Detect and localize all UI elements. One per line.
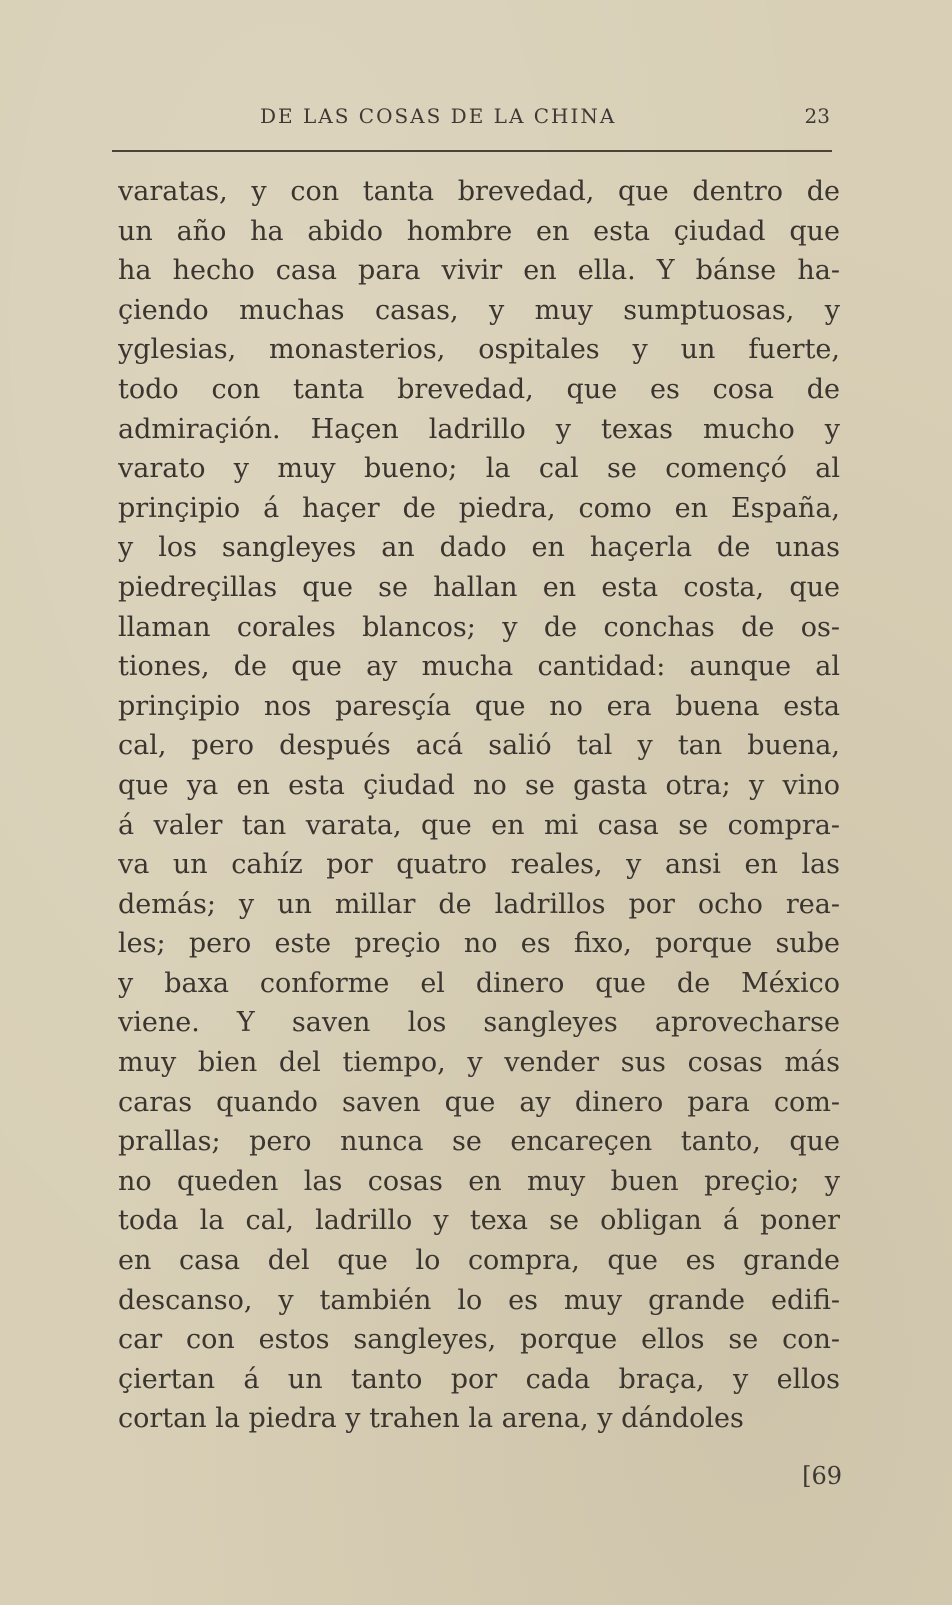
running-head <box>114 104 836 140</box>
text-line: cal, pero después acá salió tal y tan buena, <box>118 730 840 762</box>
text-line: que ya en esta çiudad no se gasta otra; y vino <box>118 769 840 801</box>
text-line: viene. Y saven los sangleyes aprovecharse <box>118 1007 840 1039</box>
body-text <box>118 172 840 1439</box>
text-line: y los sangleyes an dado en haçerla de unas <box>118 532 840 564</box>
text-line: caras quando saven que ay dinero para com- <box>118 1086 840 1118</box>
page-number: 23 <box>804 104 830 128</box>
text-line: toda la cal, ladrillo y texa se obligan á poner <box>118 1205 840 1237</box>
text-line: les; pero este preçio no es fixo, porque sube <box>118 928 840 960</box>
text-line: piedreçillas que se hallan en esta costa, que <box>118 571 840 603</box>
text-line: cortan la piedra y trahen la arena, y dándoles <box>118 1403 744 1435</box>
text-line: y baxa conforme el dinero que de México <box>118 967 840 999</box>
text-line: prinçipio á haçer de piedra, como en España, <box>118 492 840 524</box>
catchword: [69 <box>802 1462 842 1490</box>
text-line: car con estos sangleyes, porque ellos se con- <box>118 1324 840 1356</box>
text-line: çiendo muchas casas, y muy sumptuosas, y <box>118 294 840 326</box>
text-line: en casa del que lo compra, que es grande <box>118 1245 840 1277</box>
text-line: un año ha abido hombre en esta çiudad que <box>118 215 840 247</box>
header-rule <box>112 150 832 152</box>
text-line: ha hecho casa para vivir en ella. Y bánse ha- <box>118 255 840 287</box>
text-line: çiertan á un tanto por cada braça, y ellos <box>118 1363 840 1395</box>
text-line: prallas; pero nunca se encareçen tanto, que <box>118 1126 840 1158</box>
text-line: á valer tan varata, que en mi casa se compra- <box>118 809 840 841</box>
text-line: prinçipio nos paresçía que no era buena esta <box>118 690 840 722</box>
running-title: DE LAS COSAS DE LA CHINA <box>260 104 617 128</box>
text-line: admiraçión. Haçen ladrillo y texas mucho y <box>118 413 840 445</box>
text-line: varatas, y con tanta brevedad, que dentro de <box>118 176 840 207</box>
text-line: varato y muy bueno; la cal se començó al <box>118 453 840 485</box>
text-line: tiones, de que ay mucha cantidad: aunque al <box>118 651 840 683</box>
text-line: todo con tanta brevedad, que es cosa de <box>118 373 840 405</box>
text-line: llaman corales blancos; y de conchas de os- <box>118 611 840 643</box>
text-line: muy bien del tiempo, y vender sus cosas más <box>118 1047 840 1079</box>
text-line: no queden las cosas en muy buen preçio; y <box>118 1165 840 1197</box>
text-line: demás; y un millar de ladrillos por ocho rea- <box>118 888 840 920</box>
text-line: yglesias, monasterios, ospitales y un fuerte, <box>118 334 840 366</box>
text-line: descanso, y también lo es muy grande edifi- <box>118 1284 840 1316</box>
text-line: va un cahíz por quatro reales, y ansi en las <box>118 849 840 881</box>
